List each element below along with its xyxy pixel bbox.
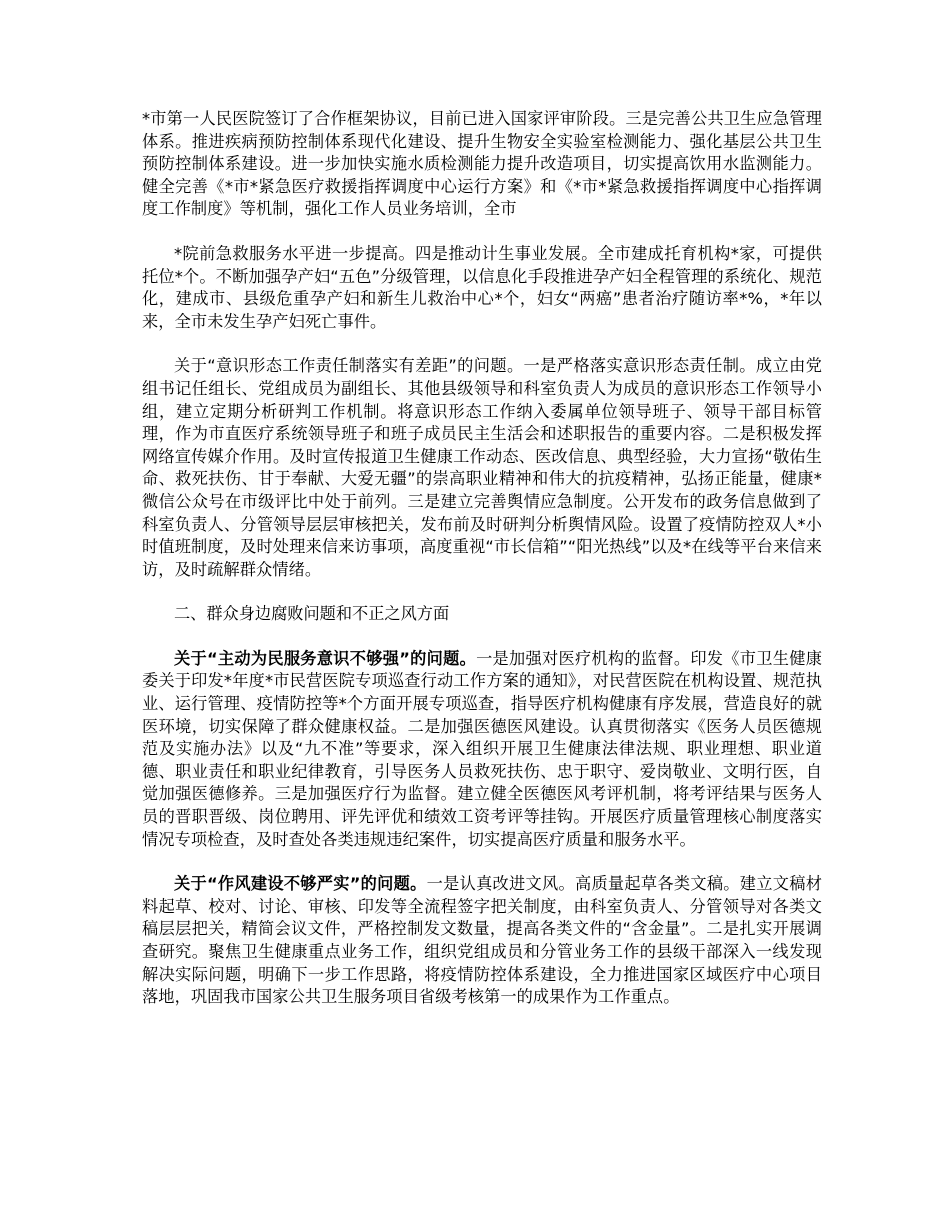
paragraph-1: *市第一人民医院签订了合作框架协议，目前已进入国家评审阶段。三是完善公共卫生应急管理体系。推进疾病预防控制体系现代化建设、提升生物安全实验室检测能力、强化基层公共卫生预防控制体系建设。进一步加快实施水质检测能力提升改造项目，切实提高饮用水监测能力。健全完善《*市*紧急医疗救援指挥调度中心运行方案》和《*市*紧急救援指挥调度中心指挥调度工作制度》等机制，强化工作人员业务培训，全市	[142, 109, 822, 219]
paragraph-2: *院前急救服务水平进一步提高。四是推动计生事业发展。全市建成托育机构*家，可提供托位*个。不断加强孕产妇“五色”分级管理，以信息化手段推进孕产妇全程管理的系统化、规范化，建成市、县级危重孕产妇和新生儿救治中心*个，妇女“两癌”患者治疗随访率*%，*年以来，全市未发生孕产妇死亡事件。	[142, 243, 822, 331]
paragraph-5-lead: 关于“作风建设不够严实”的问题。	[174, 874, 427, 894]
section-heading: 二、群众身边腐败问题和不正之风方面	[174, 604, 450, 624]
paragraph-5-body: 一是认真改进文风。高质量起草各类文稿。建立文稿材料起草、校对、讨论、审核、印发等全流程签字把关制度，由科室负责人、分管领导对各类文稿层层把关，精简会议文件，严格控制发文数量，提高各类文件的“含金量”。二是扎实开展调查研究。聚焦卫生健康重点业务工作，组织党组成员和分管业务工作的县级干部深入一线发现解决实际问题，明确下一步工作思路，将疫情防控体系建设，全力推进国家区域医疗中心项目落地，巩固我市国家公共卫生服务项目省级考核第一的成果作为工作重点。	[142, 874, 822, 1007]
paragraph-4	[142, 648, 822, 851]
paragraph-5	[142, 873, 822, 1009]
paragraph-4-lead: 关于“主动为民服务意识不够强”的问题。	[174, 648, 477, 668]
paragraph-3: 关于“意识形态工作责任制落实有差距”的问题。一是严格落实意识形态责任制。成立由党组书记任组长、党组成员为副组长、其他县级领导和科室负责人为成员的意识形态工作领导小组，建立定期分析研判工作机制。将意识形态工作纳入委属单位领导班子、领导干部目标管理，作为市直医疗系统领导班子和班子成员民主生活会和述职报告的重要内容。二是积极发挥网络宣传媒介作用。及时宣传报道卫生健康工作动态、医改信息、典型经验，大力宣扬“敬佑生命、救死扶伤、甘于奉献、大爱无疆”的崇高职业精神和伟大的抗疫精神，弘扬正能量，健康*微信公众号在市级评比中处于前列。三是建立完善舆情应急制度。公开发布的政务信息做到了科室负责人、分管领导层层审核把关，发布前及时研判分析舆情风险。设置了疫情防控双人*小时值班制度，及时处理来信来访事项，高度重视“市长信箱”“阳光热线”以及*在线等平台来信来访，及时疏解群众情绪。	[142, 356, 822, 579]
document-page	[142, 108, 822, 1009]
paragraph-4-body: 一是加强对医疗机构的监督。印发《市卫生健康委关于印发*年度*市民营医院专项巡查行动工作方案的通知》，对民营医院在机构设置、规范执业、运行管理、疫情防控等*个方面开展专项巡查，指导医疗机构健康有序发展，营造良好的就医环境，切实保障了群众健康权益。二是加强医德医风建设。认真贯彻落实《医务人员医德规范及实施办法》以及“九不准”等要求，深入组织开展卫生健康法律法规、职业理想、职业道德、职业责任和职业纪律教育，引导医务人员救死扶伤、忠于职守、爱岗敬业、文明行医，自觉加强医德修养。三是加强医疗行为监督。建立健全医德医风考评机制，将考评结果与医务人员的晋职晋级、岗位聘用、评先评优和绩效工资考评等挂钩。开展医疗质量管理核心制度落实情况专项检查，及时查处各类违规违纪案件，切实提高医疗质量和服务水平。	[142, 648, 822, 849]
